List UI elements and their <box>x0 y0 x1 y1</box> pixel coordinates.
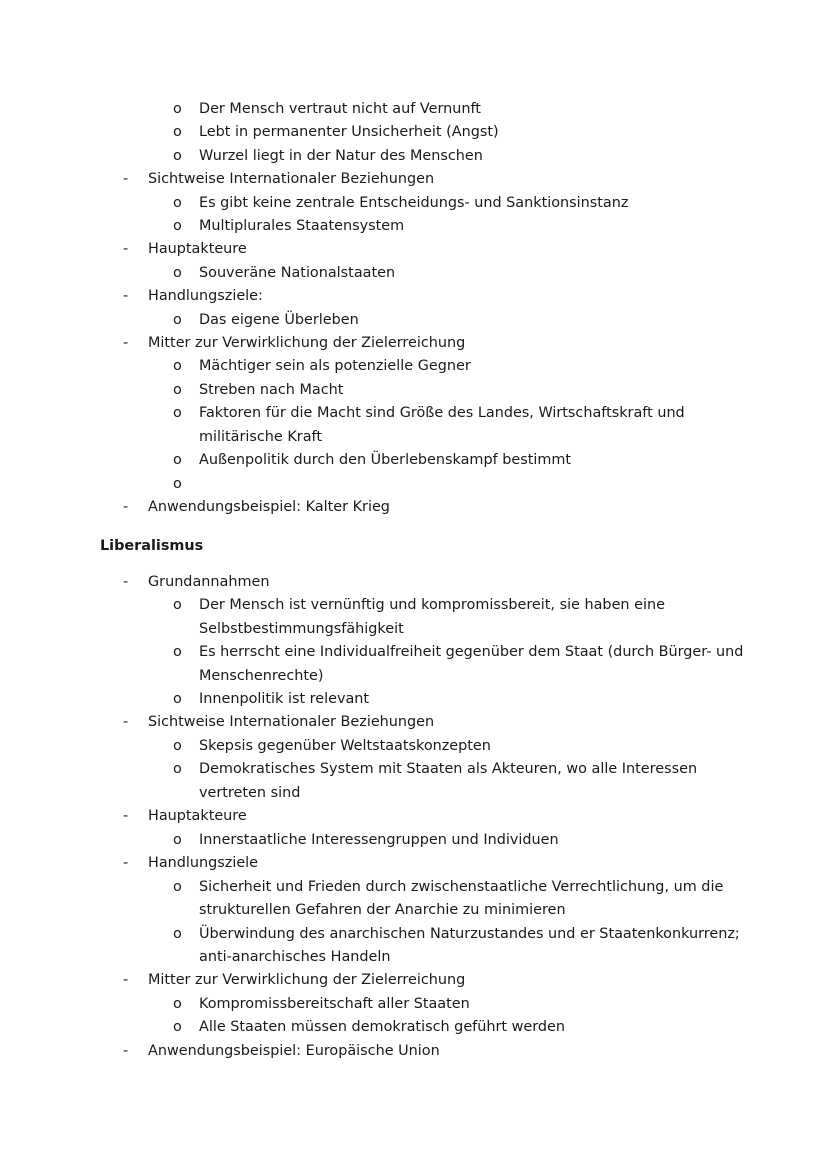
list-item: o Alle Staaten müssen demokratisch geführt werden <box>0 1016 828 1039</box>
list-item: o Innerstaatliche Interessengruppen und Individuen <box>0 829 828 852</box>
list-item: o Faktoren für die Macht sind Größe des Landes, Wirtschaftskraft und <box>0 402 828 425</box>
circle-bullet-icon: o <box>173 691 182 707</box>
circle-bullet-icon: o <box>173 124 182 140</box>
section-label: - Handlungsziele <box>0 852 828 875</box>
circle-bullet-icon: o <box>173 597 182 613</box>
section-label: - Sichtweise Internationaler Beziehungen <box>0 168 828 191</box>
section-label: - Hauptakteure <box>0 238 828 261</box>
list-item: o Streben nach Macht <box>0 379 828 402</box>
circle-bullet-icon: o <box>173 644 182 660</box>
section-label: - Anwendungsbeispiel: Europäische Union <box>0 1040 828 1063</box>
list-item: o Das eigene Überleben <box>0 309 828 332</box>
dash-bullet-icon: - <box>123 972 129 988</box>
list-item: o Der Mensch ist vernünftig und kompromissbereit, sie haben eine <box>0 594 828 617</box>
dash-bullet-icon: - <box>123 574 129 590</box>
section-label: - Grundannahmen <box>0 571 828 594</box>
list-item: o Es gibt keine zentrale Entscheidungs- und Sanktionsinstanz <box>0 192 828 215</box>
list-item: o Der Mensch vertraut nicht auf Vernunft <box>0 98 828 121</box>
circle-bullet-icon: o <box>173 996 182 1012</box>
list-item: o Kompromissbereitschaft aller Staaten <box>0 993 828 1016</box>
dash-bullet-icon: - <box>123 714 129 730</box>
list-item <box>0 473 828 496</box>
list-item-continuation: militärische Kraft <box>199 429 322 445</box>
circle-bullet-icon: o <box>173 405 182 421</box>
list-item: o Innenpolitik ist relevant <box>0 688 828 711</box>
circle-bullet-icon: o <box>173 832 182 848</box>
list-item: o Multiplurales Staatensystem <box>0 215 828 238</box>
list-item-continuation: vertreten sind <box>199 785 301 801</box>
dash-bullet-icon: - <box>123 335 129 351</box>
list-item: o Wurzel liegt in der Natur des Menschen <box>0 145 828 168</box>
list-item-continuation: Menschenrechte) <box>199 668 324 684</box>
circle-bullet-icon: o <box>173 382 182 398</box>
list-item-continuation: Selbstbestimmungsfähigkeit <box>199 621 404 637</box>
circle-bullet-icon: o <box>173 926 182 942</box>
circle-bullet-icon: o <box>173 265 182 281</box>
dash-bullet-icon: - <box>123 171 129 187</box>
circle-bullet-icon: o <box>173 1019 182 1035</box>
section-label: - Hauptakteure <box>0 805 828 828</box>
dash-bullet-icon: - <box>123 808 129 824</box>
list-item: o Überwindung des anarchischen Naturzustandes und er Staatenkonkurrenz; <box>0 923 828 946</box>
list-item: o Mächtiger sein als potenzielle Gegner <box>0 355 828 378</box>
section-heading: Liberalismus <box>100 538 204 554</box>
section-label: - Mitter zur Verwirklichung der Zielerreichung <box>0 332 828 355</box>
circle-bullet-icon: o <box>173 218 182 234</box>
circle-bullet-icon: o <box>173 452 182 468</box>
circle-bullet-icon: o <box>173 358 182 374</box>
list-item: o Souveräne Nationalstaaten <box>0 262 828 285</box>
list-item-continuation: anti-anarchisches Handeln <box>199 949 391 965</box>
section-label: - Sichtweise Internationaler Beziehungen <box>0 711 828 734</box>
circle-bullet-icon: o <box>173 195 182 211</box>
circle-bullet-icon: o <box>173 312 182 328</box>
circle-bullet-icon: o <box>173 476 182 492</box>
dash-bullet-icon: - <box>123 1043 129 1059</box>
list-item: o Es herrscht eine Individualfreiheit gegenüber dem Staat (durch Bürger- und <box>0 641 828 664</box>
dash-bullet-icon: - <box>123 499 129 515</box>
list-item: o Skepsis gegenüber Weltstaatskonzepten <box>0 735 828 758</box>
list-item-continuation: strukturellen Gefahren der Anarchie zu minimieren <box>199 902 566 918</box>
list-item: o Demokratisches System mit Staaten als Akteuren, wo alle Interessen <box>0 758 828 781</box>
section-label: - Anwendungsbeispiel: Kalter Krieg <box>0 496 828 519</box>
section-label: - Mitter zur Verwirklichung der Zielerreichung <box>0 969 828 992</box>
circle-bullet-icon: o <box>173 761 182 777</box>
circle-bullet-icon: o <box>173 738 182 754</box>
circle-bullet-icon: o <box>173 879 182 895</box>
circle-bullet-icon: o <box>173 101 182 117</box>
dash-bullet-icon: - <box>123 241 129 257</box>
dash-bullet-icon: - <box>123 855 129 871</box>
dash-bullet-icon: - <box>123 288 129 304</box>
list-item: o Lebt in permanenter Unsicherheit (Angst) <box>0 121 828 144</box>
list-item: o Außenpolitik durch den Überlebenskampf bestimmt <box>0 449 828 472</box>
circle-bullet-icon: o <box>173 148 182 164</box>
list-item: o Sicherheit und Frieden durch zwischenstaatliche Verrechtlichung, um die <box>0 876 828 899</box>
section-label: - Handlungsziele: <box>0 285 828 308</box>
